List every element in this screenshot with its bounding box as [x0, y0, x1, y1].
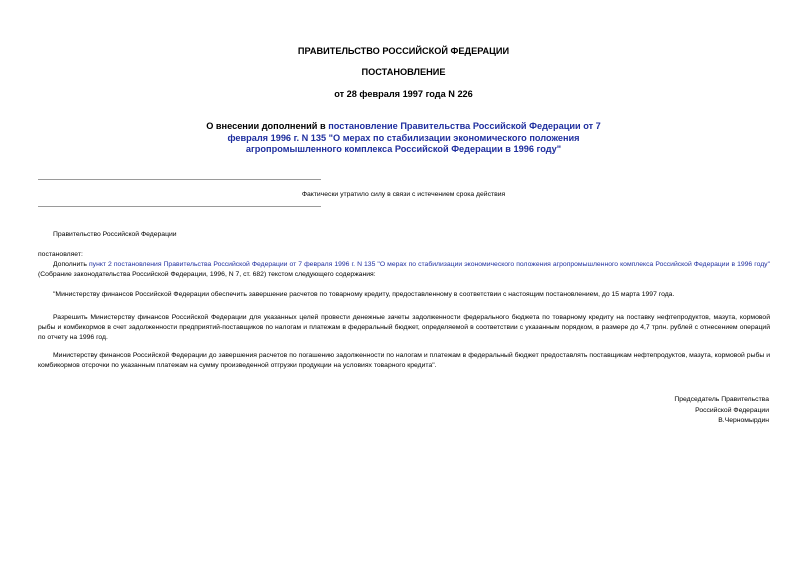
- title-referenced-decree-link[interactable]: постановление Правительства Российской Федерации от 7 февраля 1996 г. N 135 "О мерах по стабилизации экономического положения агропромышленного комплекса Российской Федерации в 1996 году": [227, 121, 601, 155]
- document-type-heading: ПОСТАНОВЛЕНИЕ: [361, 67, 446, 77]
- deferral-paragraph: Министерству финансов Российской Федерации до завершения расчетов по погашению задолженности по налогам и платежам в федеральный бюджет предоставлять поставщикам нефтепродуктов, мазута, кормовой рыбы и комбикормов отсрочки по указанным платежам на сумму произведенной отгрузки продукции на условиях товарного кредита".: [38, 352, 770, 369]
- permission-paragraph: Разрешить Министерству финансов Российской Федерации для указанных целей провести денежные зачеты задолженности федерального бюджета по товарному кредиту на поставку нефтепродуктов, мазута, кормовой рыбы и комбикормов в счет задолженности предприятий-поставщиков по налогам и платежам в федеральный бюджет, определяемой в соответствии с указанным порядком, в размере до 4,7 трлн. рублей с отнесением операций по отчету на 1996 год.: [38, 314, 770, 341]
- preamble-government: Правительство Российской Федерации: [53, 231, 177, 238]
- divider-top: [38, 179, 321, 180]
- document-date-heading: от 28 февраля 1997 года N 226: [334, 89, 473, 99]
- amendment-paragraph: [38, 260, 770, 280]
- divider-bottom: [38, 206, 321, 207]
- issuer-heading: ПРАВИТЕЛЬСТВО РОССИЙСКОЙ ФЕДЕРАЦИИ: [297, 46, 510, 56]
- signatory-position: Председатель Правительства: [674, 396, 769, 403]
- amendment-prefix: Дополнить: [53, 261, 89, 268]
- signatory-organization: Российской Федерации: [695, 406, 769, 414]
- document-title: [200, 121, 607, 156]
- quoted-paragraph: "Министерству финансов Российской Федерации обеспечить завершение расчетов по товарному кредиту, предоставленному в соответствии с настоящим постановлением, до 15 марта 1997 года.: [53, 291, 675, 298]
- preamble-resolves: постановляет:: [38, 251, 83, 258]
- title-prefix: О внесении дополнений в: [206, 121, 329, 131]
- amended-clause-link[interactable]: пункт 2 постановления Правительства Российской Федерации от 7 февраля 1996 г. N 135 "О мерах по стабилизации экономического положения агропромышленного комплекса Российской Федерации в 1996 году": [89, 261, 770, 268]
- status-note: Фактически утратило силу в связи с истечением срока действия: [301, 191, 506, 198]
- signatory-name: В.Черномырдин: [718, 417, 769, 424]
- signature-block: [674, 395, 769, 427]
- amendment-suffix: (Собрание законодательства Российской Федерации, 1996, N 7, ст. 682) текстом следующего содержания:: [38, 271, 376, 278]
